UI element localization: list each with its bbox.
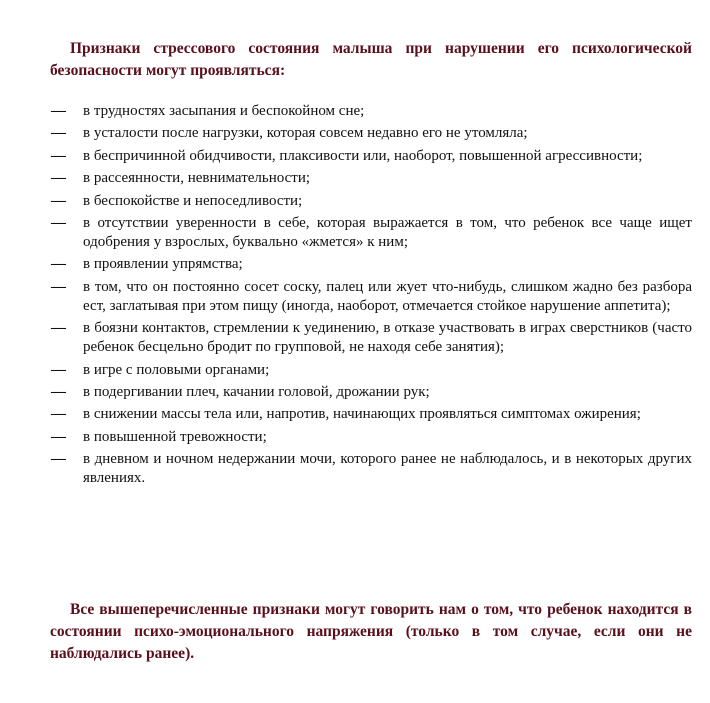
list-item [50, 428, 692, 447]
list-item-text: в повышенной тревожности; [83, 428, 267, 445]
list-item-text: в беспричинной обидчивости, плаксивости или, наоборот, повышенной агрессивности; [83, 147, 643, 164]
list-item-text: в отсутствии уверенности в себе, которая выражается в том, что ребенок все чаще ищет одобрения у взрослых, буквально «жмется» к ним; [83, 214, 692, 250]
list-item-text: в трудностях засыпания и беспокойном сне; [83, 103, 365, 119]
list-item-text: в беспокойстве и непоседливости; [83, 192, 303, 209]
dash-bullet: — [51, 147, 66, 164]
dash-bullet: — [51, 214, 66, 231]
dash-bullet: — [51, 125, 66, 142]
symptom-list [50, 102, 692, 491]
list-item [50, 361, 692, 380]
list-item [50, 383, 692, 402]
dash-bullet: — [51, 192, 66, 209]
list-item [50, 147, 692, 166]
list-item-text: в том, что он постоянно сосет соску, палец или жует что-нибудь, слишком жадно без разбора ест, заглатывая при этом пищу (иногда, наоборот, отмечается стойкое нарушение аппетита); [83, 278, 692, 314]
dash-bullet: — [51, 170, 66, 187]
list-item [50, 405, 692, 424]
list-item-text: в снижении массы тела или, напротив, начинающих проявляться симптомах ожирения; [83, 406, 641, 423]
list-item [50, 124, 692, 143]
list-item [50, 169, 692, 188]
list-item [50, 214, 692, 252]
list-item-text: в боязни контактов, стремлении к уединению, в отказе участвовать в играх сверстников (часто ребенок бесцельно бродит по групповой, не находя себе занятия); [83, 320, 692, 356]
list-item-text: в подергивании плеч, качании головой, дрожании рук; [83, 383, 430, 400]
dash-bullet: — [51, 428, 66, 445]
list-item-text: в игре с половыми органами; [83, 361, 270, 378]
list-item [50, 192, 692, 211]
list-item-text: в дневном и ночном недержании мочи, которого ранее не наблюдалось, и в некоторых других явлениях. [83, 451, 692, 487]
dash-bullet: — [51, 278, 66, 295]
list-item-text: в проявлении упрямства; [83, 256, 243, 273]
dash-bullet: — [51, 256, 66, 273]
list-item [50, 102, 692, 121]
section-heading: Признаки стрессового состояния малыша при нарушении его психологической безопасности могут проявляться: [50, 40, 692, 79]
list-item [50, 278, 692, 316]
list-item [50, 450, 692, 488]
dash-bullet: — [51, 406, 66, 423]
dash-bullet: — [51, 451, 66, 468]
list-item-text: в усталости после нагрузки, которая совсем недавно его не утомляла; [83, 125, 528, 142]
conclusion-paragraph: Все вышеперечисленные признаки могут говорить нам о том, что ребенок находится в состоянии психо-эмоционального напряжения (только в том случае, если они не наблюдались ранее). [50, 601, 692, 662]
list-item [50, 255, 692, 274]
dash-bullet: — [51, 383, 66, 400]
list-item-text: в рассеянности, невнимательности; [83, 170, 311, 187]
dash-bullet: — [51, 103, 66, 119]
dash-bullet: — [51, 361, 66, 378]
list-item [50, 319, 692, 357]
dash-bullet: — [51, 320, 66, 337]
